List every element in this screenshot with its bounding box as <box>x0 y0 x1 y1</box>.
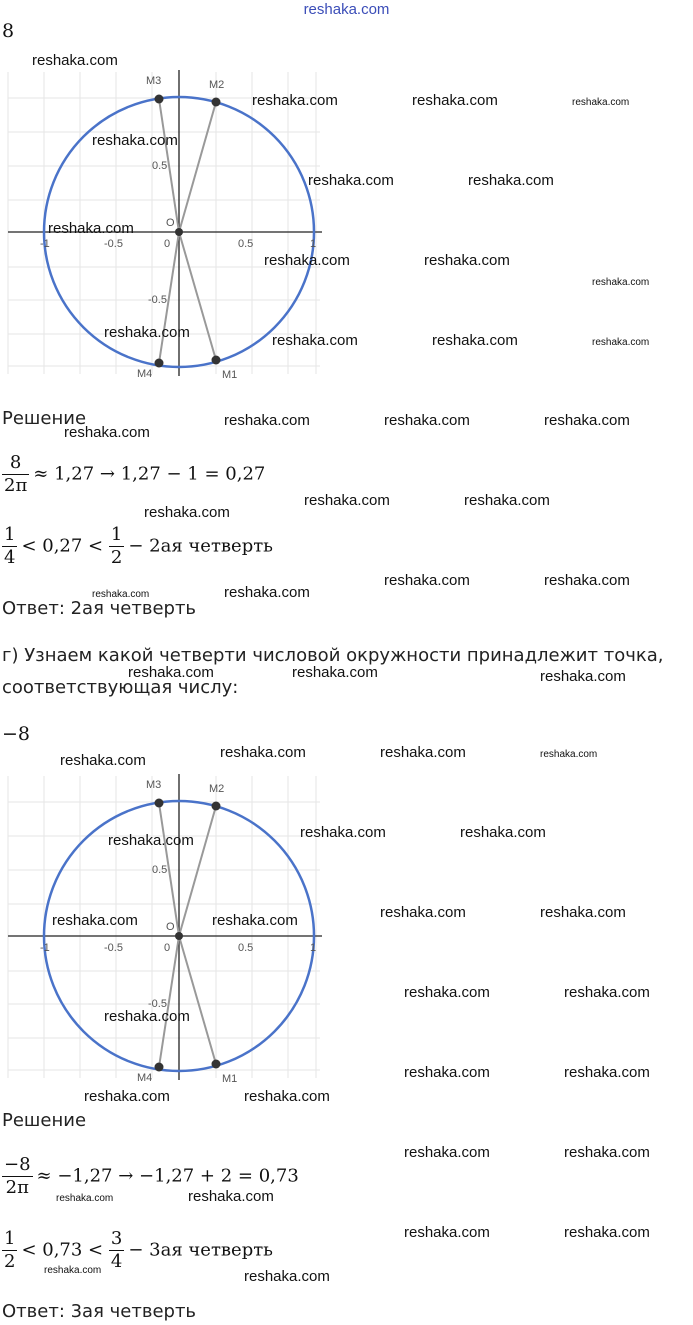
watermark: reshaka.com <box>244 1268 330 1285</box>
watermark: reshaka.com <box>104 1008 190 1025</box>
tick-x-neg1: -1 <box>40 238 50 250</box>
answer-1: Ответ: 2ая четверть <box>2 598 197 619</box>
solution-line-2b <box>2 1228 273 1273</box>
watermark: reshaka.com <box>564 1144 650 1161</box>
watermark: reshaka.com <box>540 668 626 685</box>
watermark: reshaka.com <box>404 1224 490 1241</box>
fraction <box>2 1154 33 1199</box>
expression: ≈ 1,27 → 1,27 − 1 = 0,27 <box>33 463 266 485</box>
solution-line-1b <box>2 524 273 569</box>
tick-x-1: 1 <box>310 942 317 954</box>
task-intro-line-2: соответствующая числу: <box>2 677 239 698</box>
tick-x-05: 0.5 <box>238 238 254 250</box>
label-o: O <box>166 921 175 933</box>
task-number-1: 8 <box>2 20 15 42</box>
label-m2: M2 <box>209 783 225 795</box>
answer-2: Ответ: 3ая четверть <box>2 1301 197 1322</box>
fraction-denominator: 2 <box>4 1251 16 1272</box>
watermark: reshaka.com <box>48 220 134 237</box>
watermark: reshaka.com <box>564 1064 650 1081</box>
label-m4: M4 <box>137 1072 153 1084</box>
tick-y-neg05: -0.5 <box>148 294 167 306</box>
fraction-numerator: 8 <box>2 452 29 475</box>
label-m1: M1 <box>222 369 238 380</box>
watermark: reshaka.com <box>92 132 178 149</box>
watermark: reshaka.com <box>300 824 386 841</box>
fraction <box>109 1228 124 1273</box>
point-m4 <box>155 359 164 368</box>
label-o: O <box>166 217 175 229</box>
watermark: reshaka.com <box>60 752 146 769</box>
watermark: reshaka.com <box>424 252 510 269</box>
watermark: reshaka.com <box>32 52 118 69</box>
watermark: reshaka.com <box>380 744 466 761</box>
tick-y-05: 0.5 <box>152 160 168 172</box>
watermark: reshaka.com <box>384 412 470 429</box>
tick-x-neg05: -0.5 <box>104 238 123 250</box>
expression: < 0,27 < <box>21 535 104 557</box>
watermark: reshaka.com <box>252 92 338 109</box>
task-intro-line-1: г) Узнаем какой четверти числовой окружности принадлежит точка, <box>2 645 664 666</box>
solution-line-1a <box>2 452 265 497</box>
watermark: reshaka.com <box>464 492 550 509</box>
fraction-denominator: 2π <box>5 1177 29 1198</box>
watermark: reshaka.com <box>224 584 310 601</box>
ray-m2 <box>179 102 216 232</box>
fraction-numerator: 1 <box>110 524 123 545</box>
watermark: reshaka.com <box>224 412 310 429</box>
fraction-denominator: 2 <box>110 547 123 568</box>
point-m1 <box>212 356 221 365</box>
watermark: reshaka.com <box>64 424 150 441</box>
watermark: reshaka.com <box>432 332 518 349</box>
fraction-numerator: 1 <box>4 524 16 545</box>
solution-label-2: Решение <box>2 1110 87 1131</box>
watermark: reshaka.com <box>304 492 390 509</box>
watermark: reshaka.com <box>244 1088 330 1105</box>
watermark: reshaka.com <box>308 172 394 189</box>
fraction <box>2 1228 17 1273</box>
watermark: reshaka.com <box>564 984 650 1001</box>
watermark: reshaka.com <box>56 1193 114 1204</box>
tick-y-05: 0.5 <box>152 864 168 876</box>
label-m2: M2 <box>209 79 225 91</box>
watermark: reshaka.com <box>468 172 554 189</box>
expression: − 3ая четверть <box>128 1239 273 1261</box>
tick-x-05: 0.5 <box>238 942 254 954</box>
fraction <box>109 524 124 569</box>
point-m3 <box>155 95 164 104</box>
watermark: reshaka.com <box>128 664 214 681</box>
watermark: reshaka.com <box>404 1144 490 1161</box>
tick-y-neg05: -0.5 <box>148 998 167 1010</box>
tick-x-neg1: -1 <box>40 942 50 954</box>
ray-m2 <box>179 806 216 936</box>
label-m1: M1 <box>222 1073 238 1084</box>
tick-x-0: 0 <box>164 942 171 954</box>
label-m3: M3 <box>146 779 162 791</box>
fraction-denominator: 4 <box>110 1251 123 1272</box>
watermark: reshaka.com <box>84 1088 170 1105</box>
watermark: reshaka.com <box>540 904 626 921</box>
ray-m1 <box>179 936 216 1064</box>
watermark: reshaka.com <box>540 749 598 760</box>
watermark: reshaka.com <box>544 412 630 429</box>
point-o <box>175 932 183 940</box>
watermark: reshaka.com <box>384 572 470 589</box>
watermark: reshaka.com <box>220 744 306 761</box>
site-header[interactable]: reshaka.com <box>303 1 390 18</box>
fraction <box>2 452 29 497</box>
watermark: reshaka.com <box>592 337 650 348</box>
tick-x-neg05: -0.5 <box>104 942 123 954</box>
watermark: reshaka.com <box>292 664 378 681</box>
expression: ≈ −1,27 → −1,27 + 2 = 0,73 <box>36 1165 299 1187</box>
point-m2 <box>212 802 221 811</box>
point-o <box>175 228 183 236</box>
expression: − 2ая четверть <box>128 535 273 557</box>
fraction-denominator: 2π <box>4 475 28 496</box>
watermark: reshaka.com <box>564 1224 650 1241</box>
watermark: reshaka.com <box>52 912 138 929</box>
tick-x-0: 0 <box>164 238 171 250</box>
watermark: reshaka.com <box>404 984 490 1001</box>
watermark: reshaka.com <box>188 1188 274 1205</box>
watermark: reshaka.com <box>460 824 546 841</box>
solution-label-1: Решение <box>2 408 87 429</box>
watermark: reshaka.com <box>212 912 298 929</box>
watermark: reshaka.com <box>144 504 230 521</box>
watermark: reshaka.com <box>92 589 150 600</box>
watermark: reshaka.com <box>592 277 650 288</box>
watermark: reshaka.com <box>44 1265 102 1276</box>
point-m4 <box>155 1063 164 1072</box>
watermark: reshaka.com <box>572 97 630 108</box>
point-m2 <box>212 98 221 107</box>
watermark: reshaka.com <box>272 332 358 349</box>
watermark: reshaka.com <box>104 324 190 341</box>
label-m4: M4 <box>137 368 153 380</box>
fraction <box>2 524 17 569</box>
fraction-numerator: 1 <box>4 1228 16 1249</box>
point-m3 <box>155 799 164 808</box>
watermark: reshaka.com <box>404 1064 490 1081</box>
expression: < 0,73 < <box>21 1239 104 1261</box>
tick-x-1: 1 <box>310 238 317 250</box>
watermark: reshaka.com <box>412 92 498 109</box>
watermark: reshaka.com <box>264 252 350 269</box>
watermark: reshaka.com <box>544 572 630 589</box>
watermark: reshaka.com <box>380 904 466 921</box>
task-number-2: −8 <box>2 723 31 745</box>
fraction-numerator: −8 <box>4 1154 31 1175</box>
label-m3: M3 <box>146 75 162 87</box>
fraction-denominator: 4 <box>4 547 16 568</box>
watermark: reshaka.com <box>108 832 194 849</box>
point-m1 <box>212 1060 221 1069</box>
fraction-numerator: 3 <box>110 1228 123 1249</box>
